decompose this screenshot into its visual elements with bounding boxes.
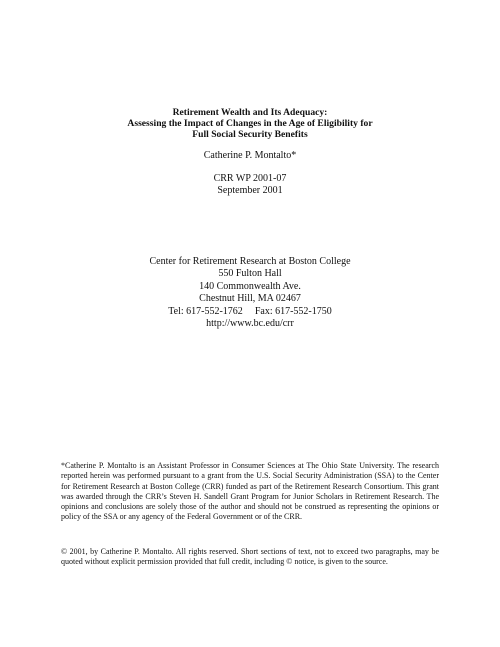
paper-title xyxy=(0,107,500,140)
copyright-notice: © 2001, by Catherine P. Montalto. All rights reserved. Short sections of text, not to exceed two paragraphs, may be quoted without explicit permission provided that full credit, including © notice, is given to the source. xyxy=(61,547,439,567)
title-line-1: Retirement Wealth and Its Adequacy: xyxy=(172,107,328,118)
center-city: Chestnut Hill, MA 02467 xyxy=(199,293,301,305)
title-line-3: Full Social Security Benefits xyxy=(192,129,308,140)
center-tel: Tel: 617-552-1762 xyxy=(168,305,243,317)
author-footnote: *Catherine P. Montalto is an Assistant Professor in Consumer Sciences at The Ohio State University. The research reported herein was performed pursuant to a grant from the U.S. Social Security Administration (SSA) to the Center for Retirement Research at Boston College (CRR) funded as part of the Retirement Research Consortium. This grant was awarded through the CRR’s Steven H. Sandell Grant Program for Junior Scholars in Retirement Research. The opinions and conclusions are solely those of the author and should not be construed as representing the opinions or policy of the SSA or any agency of the Federal Government or of the CRR. xyxy=(61,461,439,522)
center-address xyxy=(0,256,500,330)
working-paper-info xyxy=(0,173,500,197)
working-paper-date: September 2001 xyxy=(217,185,283,196)
center-phone-fax xyxy=(0,306,500,318)
center-url[interactable]: http://www.bc.edu/crr xyxy=(206,318,294,330)
working-paper-number: CRR WP 2001-07 xyxy=(213,173,287,184)
center-name: Center for Retirement Research at Boston College xyxy=(149,256,351,267)
author-name: Catherine P. Montalto* xyxy=(203,150,297,161)
title-line-2: Assessing the Impact of Changes in the Age of Eligibility for xyxy=(127,118,373,129)
center-fax: Fax: 617-552-1750 xyxy=(254,305,332,317)
center-street-1: 550 Fulton Hall xyxy=(218,268,282,280)
center-street-2: 140 Commonwealth Ave. xyxy=(199,280,301,292)
